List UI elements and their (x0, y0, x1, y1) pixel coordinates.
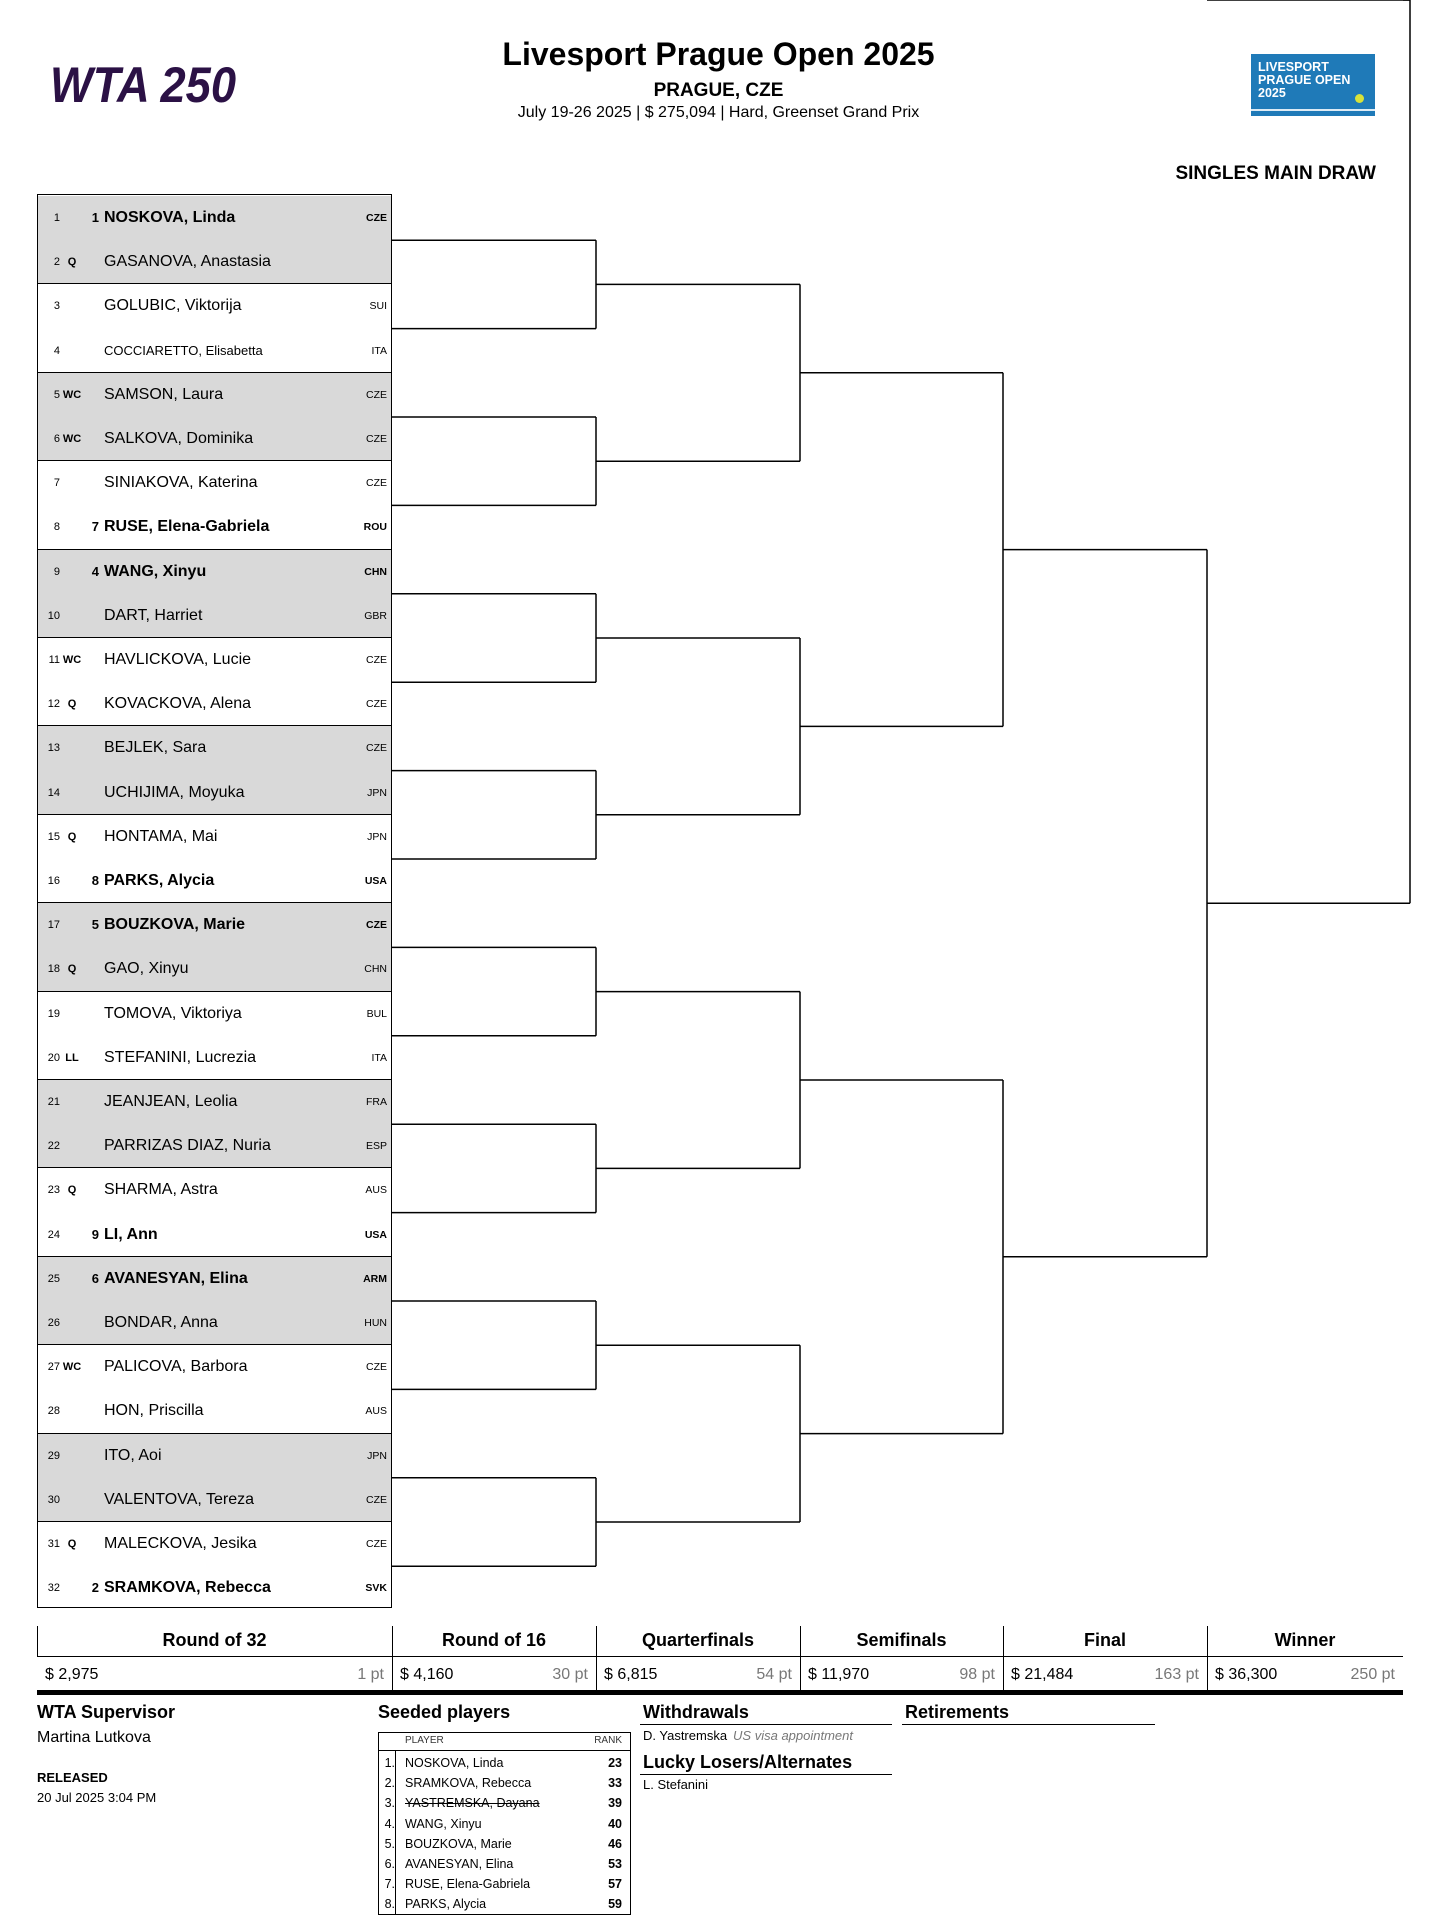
round-label: Round of 16 (442, 1630, 546, 1650)
seed-number: 8 (91, 873, 99, 888)
draw-position: 19 (47, 1007, 60, 1020)
supervisor-name: Martina Lutkova (37, 1729, 151, 1746)
player-name: KOVACKOVA, Alena (104, 695, 252, 713)
entry-type: Q (67, 256, 77, 269)
player-nationality: CZE (366, 477, 387, 490)
event-logo-line-1: LIVESPORT (1258, 60, 1329, 74)
draw-position: 28 (47, 1405, 60, 1418)
round-value-divider (1207, 1656, 1208, 1690)
round-header-divider (1207, 1626, 1208, 1656)
draw-title: SINGLES MAIN DRAW (1175, 163, 1376, 184)
draw-position: 4 (53, 344, 60, 357)
draw-position: 8 (53, 521, 60, 534)
seeded-row (379, 1814, 630, 1834)
seed-player: AVANESYAN, Elina (405, 1857, 514, 1871)
player-name: JEANJEAN, Leolia (104, 1093, 238, 1110)
draw-position: 2 (53, 256, 60, 269)
player-name: SALKOVA, Dominika (104, 430, 254, 447)
seed-number: 9 (91, 1226, 99, 1242)
player-nationality: CZE (366, 212, 387, 224)
seeded-row (379, 1894, 630, 1914)
player-name: GAO, Xinyu (104, 960, 189, 978)
draw-position: 32 (47, 1582, 60, 1595)
player-name: SINIAKOVA, Katerina (104, 474, 258, 492)
draw-position: 20 (47, 1051, 60, 1064)
seed-rank: 59 (608, 1897, 622, 1912)
player-nationality: AUS (365, 1184, 387, 1197)
withdrawals-title: Withdrawals (643, 1702, 749, 1722)
round-label: Final (1083, 1630, 1126, 1650)
withdrawal-reason: US visa appointment (733, 1728, 853, 1743)
seed-player: SRAMKOVA, Rebecca (405, 1776, 532, 1791)
round-column (1003, 1626, 1207, 1692)
player-nationality: CZE (366, 433, 387, 445)
player-name: GOLUBIC, Viktorija (104, 297, 242, 315)
player-nationality: CZE (366, 1538, 387, 1550)
lucky-losers-underline (640, 1774, 892, 1775)
seeded-row (379, 1834, 630, 1854)
seeded-players-table (378, 1732, 631, 1915)
seeded-header-rank: RANK (594, 1735, 622, 1746)
seed-player: PARKS, Alycia (405, 1897, 487, 1912)
player-name: RUSE, Elena-Gabriela (104, 518, 270, 536)
player-nationality: CHN (364, 963, 387, 976)
player-name: SAMSON, Laura (104, 385, 224, 403)
draw-position: 9 (53, 565, 60, 578)
seed-number: 4 (91, 563, 99, 579)
player-name: PARRIZAS DIAZ, Nuria (104, 1137, 271, 1155)
player-name: PALICOVA, Barbora (104, 1358, 248, 1376)
player-name: MALECKOVA, Jesika (104, 1535, 257, 1552)
draw-position: 3 (53, 300, 60, 313)
round-points: 30 pt (552, 1666, 588, 1683)
entry-type: WC (62, 654, 82, 666)
player-nationality: JPN (367, 1449, 387, 1462)
draw-position: 30 (47, 1493, 60, 1506)
player-nationality: CZE (366, 698, 387, 711)
entry-type: Q (67, 963, 77, 976)
player-nationality: USA (364, 875, 387, 887)
seed-index: 4. (384, 1816, 395, 1831)
player-name: UCHIJIMA, Moyuka (104, 783, 245, 801)
player-name: TOMOVA, Viktoriya (104, 1004, 242, 1022)
retirements-underline (902, 1724, 1155, 1725)
draw-position: 12 (47, 698, 60, 711)
player-name: GASANOVA, Anastasia (104, 253, 271, 271)
draw-position: 18 (47, 963, 60, 976)
round-label: Quarterfinals (641, 1630, 755, 1650)
player-nationality: BUL (366, 1007, 387, 1020)
withdrawal-player: D. Yastremska (643, 1728, 728, 1743)
seed-player: BOUZKOVA, Marie (405, 1836, 512, 1851)
seed-player: YASTREMSKA, Dayana (405, 1796, 540, 1811)
seeded-row (379, 1773, 630, 1793)
round-value-divider (392, 1656, 393, 1690)
round-label: Round of 32 (162, 1630, 267, 1650)
player-name: AVANESYAN, Elina (104, 1269, 248, 1287)
entry-type: WC (62, 1361, 82, 1374)
supervisor-title: WTA Supervisor (37, 1702, 176, 1722)
draw-position: 26 (47, 1317, 60, 1329)
tournament-title: Livesport Prague Open 2025 (502, 36, 935, 72)
player-name: WANG, Xinyu (104, 562, 207, 580)
seed-index: 7. (384, 1877, 395, 1892)
round-points: 163 pt (1154, 1666, 1199, 1683)
seeded-row (379, 1874, 630, 1894)
round-column (596, 1626, 800, 1692)
entry-type: Q (67, 830, 77, 843)
tournament-city: PRAGUE, CZE (653, 80, 784, 101)
seeded-title: Seeded players (378, 1702, 511, 1722)
player-nationality: ROU (363, 521, 387, 534)
seed-index: 1. (384, 1756, 395, 1770)
seed-player: NOSKOVA, Linda (405, 1756, 504, 1770)
seed-rank: 53 (608, 1857, 622, 1871)
player-nationality: SUI (369, 300, 387, 313)
draw-position: 16 (47, 875, 60, 887)
entry-type: Q (67, 1184, 77, 1197)
player-name: BEJLEK, Sara (104, 739, 207, 757)
player-nationality: JPN (367, 786, 387, 799)
player-name: BOUZKOVA, Marie (104, 916, 246, 934)
draw-position: 25 (47, 1272, 60, 1285)
seed-player: RUSE, Elena-Gabriela (405, 1877, 531, 1892)
tournament-meta: July 19-26 2025 | $ 275,094 | Hard, Greenset Grand Prix (517, 104, 920, 121)
draw-position: 13 (47, 742, 60, 755)
seed-number: 5 (91, 917, 99, 933)
round-prize-money: $ 21,484 (1011, 1666, 1074, 1683)
round-header-divider (392, 1626, 393, 1656)
round-header-divider (1003, 1626, 1004, 1656)
seed-index: 3. (384, 1796, 395, 1811)
player-nationality: USA (364, 1228, 387, 1241)
player-nationality: CZE (366, 1361, 387, 1374)
round-prize-money: $ 11,970 (808, 1666, 870, 1683)
player-nationality: JPN (367, 830, 387, 843)
round-points: 1 pt (357, 1666, 384, 1683)
seeded-row (379, 1793, 630, 1813)
draw-position: 10 (47, 609, 60, 622)
player-name: HAVLICKOVA, Lucie (104, 651, 252, 668)
round-value-divider (800, 1656, 801, 1690)
seed-rank: 39 (608, 1796, 622, 1811)
round-prize-money: $ 36,300 (1215, 1666, 1278, 1683)
player-nationality: CZE (366, 388, 387, 401)
round-label: Semifinals (856, 1630, 947, 1650)
seed-rank: 33 (608, 1776, 622, 1791)
seeded-header-divider (379, 1750, 630, 1751)
seed-number: 1 (91, 210, 99, 225)
seeded-header-player: PLAYER (405, 1735, 444, 1746)
player-nationality: AUS (365, 1405, 387, 1418)
draw-position: 17 (47, 919, 60, 932)
event-logo-line-3: 2025 (1258, 86, 1286, 100)
entry-type: Q (67, 1538, 77, 1550)
player-name: HON, Priscilla (104, 1402, 204, 1420)
player-name: VALENTOVA, Tereza (104, 1490, 254, 1508)
seed-rank: 46 (608, 1836, 622, 1851)
player-name: HONTAMA, Mai (104, 827, 218, 845)
round-value-divider (596, 1656, 597, 1690)
wta-logo-text: WTA 250 (50, 60, 237, 108)
player-nationality: ITA (371, 1051, 387, 1064)
draw-position: 1 (53, 212, 60, 224)
round-prize-money: $ 2,975 (45, 1666, 99, 1683)
lucky-loser-name: L. Stefanini (643, 1777, 709, 1792)
player-nationality: CZE (366, 1493, 387, 1506)
seeded-row (379, 1753, 630, 1773)
player-name: SRAMKOVA, Rebecca (104, 1579, 271, 1597)
player-nationality: CZE (366, 919, 387, 932)
entry-type: LL (65, 1051, 79, 1064)
withdrawal-entry (643, 1728, 853, 1743)
draw-position: 14 (47, 786, 60, 799)
player-name: COCCIARETTO, Elisabetta (104, 342, 263, 358)
seed-number: 7 (91, 519, 99, 535)
round-prize-money: $ 4,160 (400, 1666, 454, 1683)
draw-position: 21 (47, 1096, 60, 1108)
player-nationality: CZE (366, 742, 387, 755)
round-points: 250 pt (1350, 1666, 1395, 1683)
seed-number: 6 (91, 1270, 99, 1286)
round-prize-money: $ 6,815 (604, 1666, 658, 1683)
seed-player: WANG, Xinyu (405, 1816, 482, 1831)
player-nationality: SVK (365, 1582, 387, 1595)
draw-position: 24 (47, 1228, 60, 1241)
player-name: PARKS, Alycia (104, 872, 215, 889)
round-column (37, 1626, 392, 1692)
round-value-divider (1003, 1656, 1004, 1690)
seeded-row (379, 1854, 630, 1874)
seed-index: 6. (384, 1857, 395, 1871)
released-label: RELEASED (37, 1770, 108, 1785)
event-logo-line-2: PRAGUE OPEN (1258, 73, 1351, 87)
player-nationality: CHN (364, 565, 387, 578)
seed-number: 2 (91, 1580, 99, 1596)
player-name: SHARMA, Astra (104, 1181, 218, 1199)
released-date: 20 Jul 2025 3:04 PM (37, 1790, 157, 1805)
round-header-divider (800, 1626, 801, 1656)
round-header-divider (37, 1626, 38, 1656)
draw-position: 6 (53, 433, 60, 445)
entry-type: WC (62, 433, 82, 445)
player-nationality: ARM (363, 1272, 387, 1285)
draw-position: 5 (53, 388, 60, 401)
player-nationality: ITA (371, 344, 387, 357)
draw-position: 29 (47, 1449, 60, 1462)
round-header-divider (596, 1626, 597, 1656)
draw-position: 11 (48, 654, 60, 666)
draw-position: 22 (47, 1140, 60, 1153)
entry-type: Q (67, 698, 77, 711)
seed-rank: 40 (608, 1816, 622, 1831)
seed-rank: 23 (608, 1756, 622, 1770)
round-column (1207, 1626, 1403, 1692)
draw-position: 31 (47, 1538, 60, 1550)
player-nationality: GBR (364, 609, 387, 622)
player-name: NOSKOVA, Linda (104, 209, 236, 226)
round-points: 98 pt (959, 1666, 995, 1683)
seed-index: 8. (384, 1897, 395, 1912)
seed-rank: 57 (608, 1877, 622, 1892)
round-points: 54 pt (756, 1666, 792, 1683)
round-column (392, 1626, 596, 1692)
player-name: DART, Harriet (104, 606, 203, 624)
player-nationality: CZE (366, 654, 387, 666)
lucky-losers-title: Lucky Losers/Alternates (643, 1752, 853, 1772)
round-column (800, 1626, 1003, 1692)
entry-type: WC (62, 388, 82, 401)
draw-position: 27 (47, 1361, 60, 1374)
player-nationality: FRA (366, 1096, 387, 1108)
seed-index: 5. (384, 1836, 395, 1851)
player-nationality: HUN (364, 1317, 387, 1329)
player-name: ITO, Aoi (104, 1446, 162, 1464)
round-label: Winner (1274, 1630, 1336, 1650)
player-name: STEFANINI, Lucrezia (104, 1048, 257, 1066)
draw-position: 23 (47, 1184, 60, 1197)
draw-position: 7 (53, 477, 60, 490)
retirements-title: Retirements (905, 1702, 1010, 1722)
withdrawals-underline (640, 1724, 892, 1725)
draw-position: 15 (47, 830, 60, 843)
player-name: BONDAR, Anna (104, 1314, 218, 1331)
player-nationality: ESP (365, 1140, 387, 1153)
player-name: LI, Ann (104, 1225, 158, 1243)
seed-index: 2. (384, 1776, 395, 1791)
